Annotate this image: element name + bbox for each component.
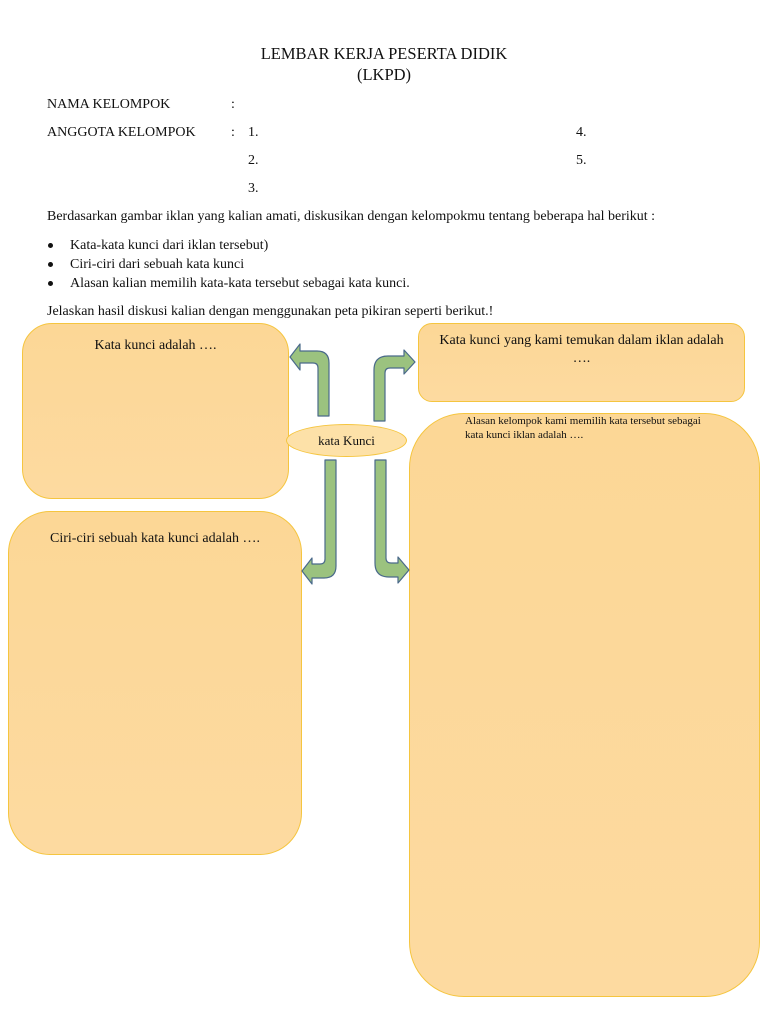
arrow-to-keywords-found-icon [374,350,415,421]
anggota-kelompok-label: ANGGOTA KELOMPOK [47,125,196,140]
instruction-intro: Berdasarkan gambar iklan yang kalian amati, diskusikan dengan kelompokmu tentang beberapa hal berikut : [47,209,656,224]
reason-box-text: Alasan kelompok kami memilih kata tersebut sebagai kata kunci iklan adalah …. [465,415,701,441]
keyword-center-label: kata Kunci [318,432,375,448]
keywords-found-box-text: Kata kunci yang kami temukan dalam iklan adalah …. [439,333,724,366]
instruction-closing: Jelaskan hasil diskusi kalian dengan menggunakan peta pikiran seperti berikut.! [47,304,494,319]
definition-box-text: Kata kunci adalah …. [94,338,217,353]
list-item: Kata-kata kunci dari iklan tersebut) [47,236,410,255]
member-1: 1. [248,125,259,140]
member-4: 4. [576,125,587,140]
arrow-to-reason-icon [375,460,409,583]
page-title: LEMBAR KERJA PESERTA DIDIK [260,44,508,63]
arrow-to-definition-icon [290,344,329,416]
member-5: 5. [576,153,587,168]
nama-kelompok-colon: : [231,97,235,112]
member-3: 3. [248,181,259,196]
keyword-center-oval [286,424,407,457]
member-2: 2. [248,153,259,168]
features-box-text: Ciri-ciri sebuah kata kunci adalah …. [50,531,260,546]
page-subtitle: (LKPD) [356,65,412,84]
list-item: Alasan kalian memilih kata-kata tersebut sebagai kata kunci. [47,274,410,293]
arrow-to-features-icon [302,460,336,584]
list-item: Ciri-ciri dari sebuah kata kunci [47,255,410,274]
nama-kelompok-label: NAMA KELOMPOK [47,97,171,112]
anggota-kelompok-colon: : [231,125,235,140]
